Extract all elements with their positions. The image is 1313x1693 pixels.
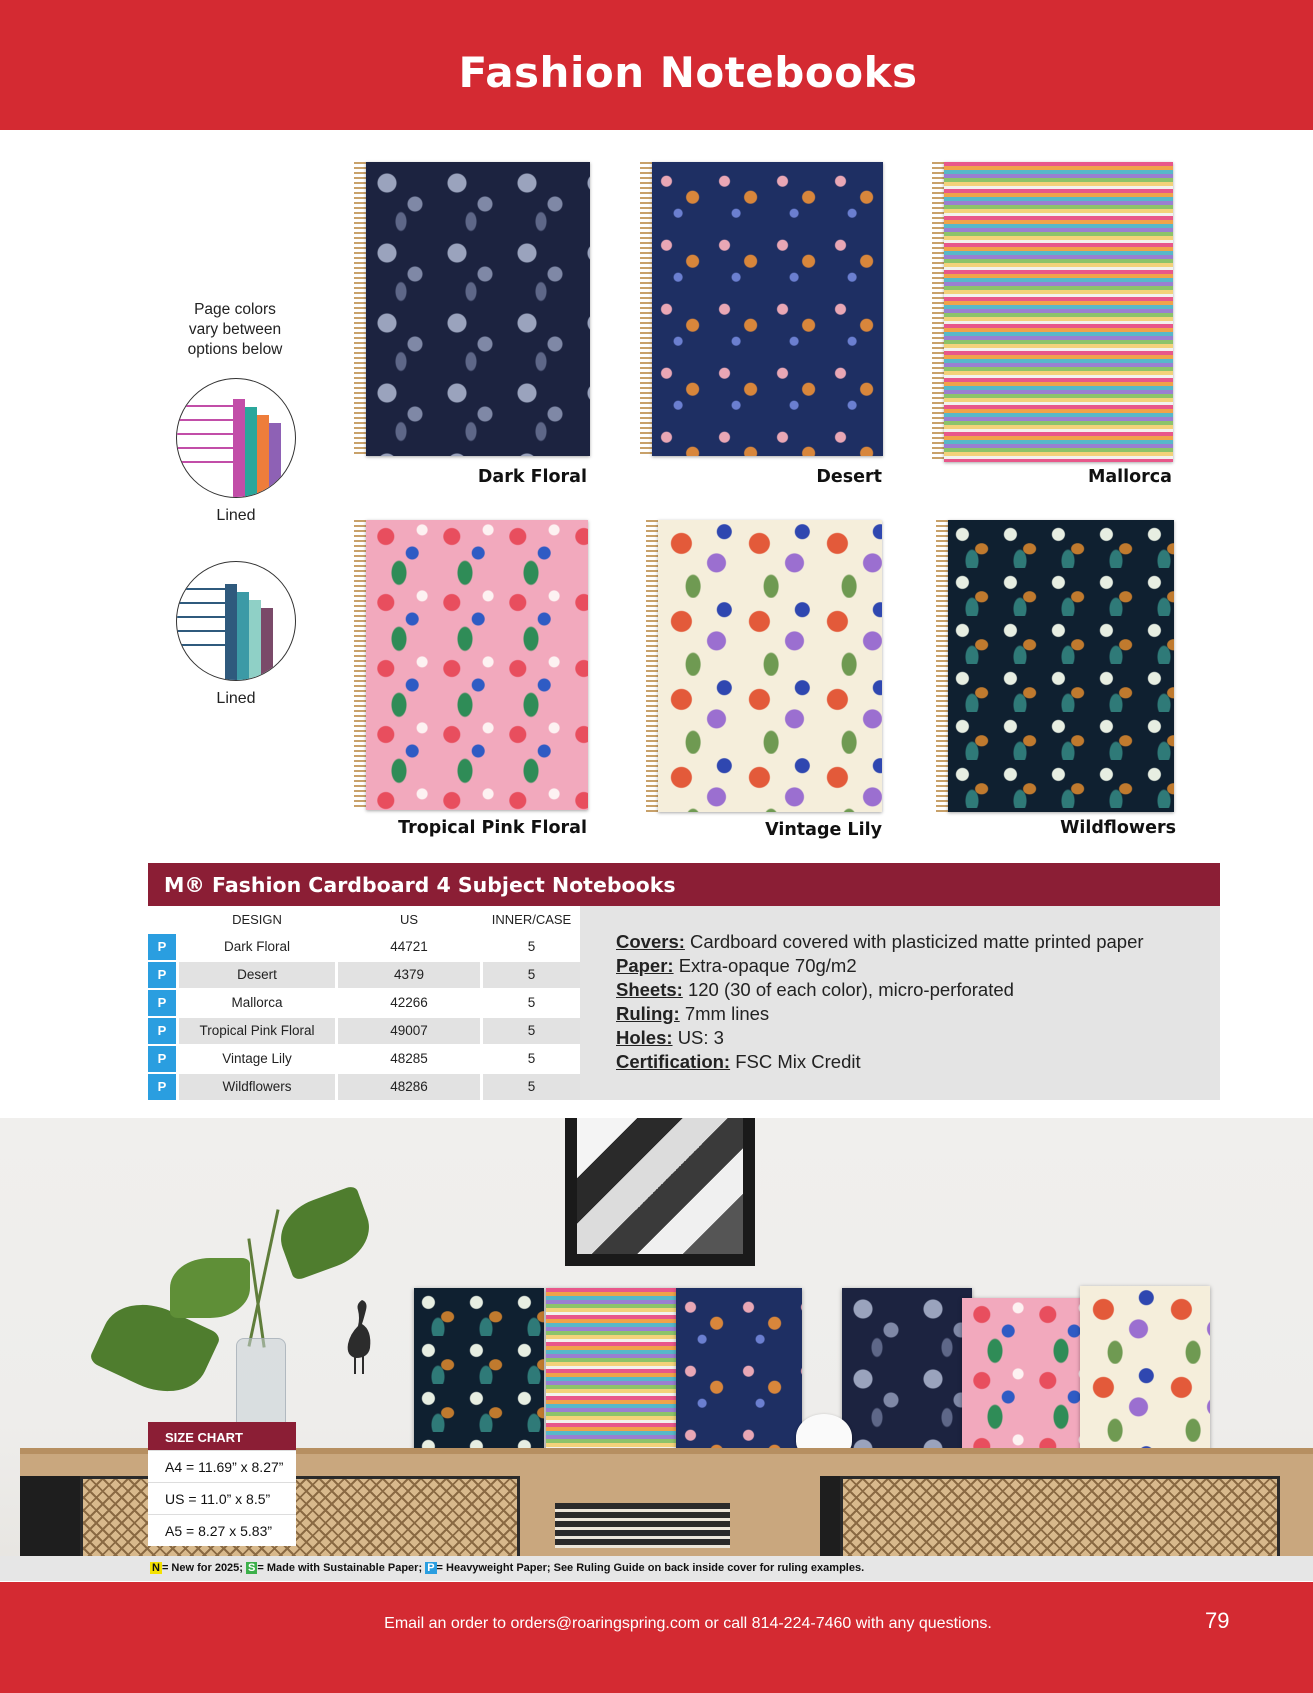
cell-inner-case: 5 bbox=[483, 962, 580, 988]
ruling-line bbox=[177, 616, 231, 618]
notebook-vintage-lily bbox=[646, 520, 882, 812]
cell-inner-case: 5 bbox=[483, 1074, 580, 1100]
page-color-tab bbox=[233, 399, 245, 497]
page-title: Fashion Notebooks bbox=[458, 48, 918, 97]
page-colors-line: vary between bbox=[188, 321, 282, 338]
cell-us: 44721 bbox=[390, 939, 428, 954]
table-row bbox=[148, 962, 580, 988]
page-color-tab bbox=[237, 592, 249, 680]
design-label: Mallorca bbox=[1087, 467, 1172, 487]
spec-key: Certification: bbox=[616, 1051, 731, 1072]
stacked-books bbox=[555, 1503, 730, 1548]
heavyweight-badge: P bbox=[148, 1074, 176, 1100]
heavyweight-badge: P bbox=[148, 934, 176, 960]
cell-us: 4379 bbox=[338, 962, 480, 988]
photo-notebook bbox=[546, 1288, 676, 1468]
spec-key: Sheets: bbox=[616, 979, 683, 1000]
notebook-dark-floral bbox=[354, 162, 590, 456]
spec-key: Ruling: bbox=[616, 1003, 680, 1024]
page-number: 79 bbox=[1205, 1608, 1230, 1633]
spec-row bbox=[616, 978, 1144, 1002]
wall-art bbox=[577, 1118, 743, 1254]
spec-key: Paper: bbox=[616, 955, 674, 976]
cell-us: 48285 bbox=[390, 1051, 428, 1066]
ruling-line bbox=[177, 433, 241, 435]
notebook-mallorca bbox=[932, 162, 1173, 462]
table-row bbox=[148, 990, 580, 1016]
page-color-tab bbox=[225, 584, 237, 680]
notebook-desert bbox=[640, 162, 883, 456]
heavyweight-badge: P bbox=[148, 990, 176, 1016]
size-chart-row: US = 11.0” x 8.5” bbox=[148, 1482, 296, 1514]
cell-design: Wildflowers bbox=[179, 1074, 335, 1100]
size-chart-row: A5 = 8.27 x 5.83” bbox=[148, 1514, 296, 1546]
ruling-line bbox=[177, 644, 231, 646]
design-label: Dark Floral bbox=[477, 467, 587, 487]
page-colors-note bbox=[170, 300, 300, 360]
page-color-tab bbox=[269, 423, 281, 497]
spec-value: Cardboard covered with plasticized matte printed paper bbox=[690, 931, 1144, 952]
page-color-tab bbox=[249, 600, 261, 680]
ruling-line bbox=[177, 419, 241, 421]
photo-notebook bbox=[842, 1288, 972, 1468]
notebook-wildflowers bbox=[936, 520, 1174, 812]
notebook-cover bbox=[366, 162, 590, 456]
cell-us: 42266 bbox=[390, 995, 428, 1010]
cell-us: 48286 bbox=[338, 1074, 480, 1100]
design-label: Desert bbox=[816, 467, 882, 487]
page-color-tab bbox=[257, 415, 269, 497]
column-header-inner-case: INNER/CASE bbox=[491, 912, 572, 927]
heavyweight-badge: P bbox=[148, 1046, 176, 1072]
ruling-lined-icon bbox=[176, 378, 296, 498]
spec-value: 120 (30 of each color), micro-perforated bbox=[687, 979, 1014, 1000]
spec-value: Extra-opaque 70g/m2 bbox=[678, 955, 857, 976]
cell-design: Dark Floral bbox=[223, 939, 290, 954]
page-footer bbox=[0, 1582, 1313, 1693]
page-color-tab bbox=[245, 407, 257, 497]
spec-row bbox=[616, 1050, 1144, 1074]
cell-inner-case: 5 bbox=[527, 995, 536, 1010]
cell-us: 49007 bbox=[338, 1018, 480, 1044]
photo-notebook bbox=[676, 1288, 802, 1468]
notebook-cover bbox=[652, 162, 883, 456]
table-row bbox=[148, 1074, 580, 1100]
size-chart bbox=[148, 1422, 296, 1546]
cell-design: Tropical Pink Floral bbox=[179, 1018, 335, 1044]
cell-inner-case: 5 bbox=[527, 939, 536, 954]
heavyweight-badge: P bbox=[427, 1562, 435, 1574]
table-row bbox=[148, 1046, 580, 1072]
size-chart-title: SIZE CHART bbox=[148, 1422, 296, 1450]
ruling-label: Lined bbox=[216, 507, 256, 524]
ruling-line bbox=[177, 447, 241, 449]
table-row bbox=[148, 1018, 580, 1044]
spec-row bbox=[616, 1002, 1144, 1026]
plant-leaf bbox=[170, 1258, 250, 1318]
cell-design: Desert bbox=[179, 962, 335, 988]
design-label: Wildflowers bbox=[1060, 818, 1176, 838]
sideboard-panel bbox=[820, 1476, 840, 1556]
column-header-design: DESIGN bbox=[232, 912, 282, 927]
spec-key: Holes: bbox=[616, 1027, 673, 1048]
heavyweight-badge: P bbox=[148, 962, 176, 988]
design-label: Tropical Pink Floral bbox=[398, 818, 587, 838]
cell-inner-case: 5 bbox=[483, 1018, 580, 1044]
legend-footnote bbox=[150, 1562, 864, 1574]
page-color-tab bbox=[261, 608, 273, 680]
photo-notebook bbox=[1080, 1286, 1210, 1466]
notebook-cover bbox=[948, 520, 1174, 812]
cell-inner-case: 5 bbox=[527, 1051, 536, 1066]
photo-notebook bbox=[414, 1288, 544, 1468]
size-chart-row: A4 = 11.69” x 8.27” bbox=[148, 1450, 296, 1482]
heavyweight-legend: = Heavyweight Paper; See Ruling Guide on back inside cover for ruling examples. bbox=[436, 1562, 865, 1574]
spec-row bbox=[616, 1026, 1144, 1050]
spec-key: Covers: bbox=[616, 931, 685, 952]
ruling-label: Lined bbox=[216, 690, 256, 707]
cell-design: Vintage Lily bbox=[222, 1051, 292, 1066]
ruling-lined-icon bbox=[176, 561, 296, 681]
cell-design: Mallorca bbox=[231, 995, 283, 1010]
sustainable-legend: = Made with Sustainable Paper; bbox=[257, 1562, 423, 1574]
wall-art-frame bbox=[565, 1118, 755, 1266]
cane-door bbox=[840, 1476, 1280, 1556]
ruling-line bbox=[177, 602, 231, 604]
sideboard-panel bbox=[20, 1476, 80, 1556]
notebook-tropical-pink-floral bbox=[354, 520, 588, 810]
spec-value: US: 3 bbox=[677, 1027, 724, 1048]
spec-value: FSC Mix Credit bbox=[735, 1051, 861, 1072]
new-badge: N bbox=[152, 1562, 160, 1574]
page-header bbox=[0, 0, 1313, 130]
cane-door bbox=[80, 1476, 520, 1556]
bird-figurine bbox=[340, 1296, 380, 1376]
product-title: M® Fashion Cardboard 4 Subject Notebooks bbox=[164, 873, 676, 897]
plant-leaf bbox=[271, 1185, 380, 1282]
spec-value: 7mm lines bbox=[684, 1003, 770, 1024]
ruling-line bbox=[177, 588, 231, 590]
contact-info: Email an order to orders@roaringspring.com or call 814-224-7460 with any questions. bbox=[384, 1615, 992, 1632]
page-colors-line: options below bbox=[187, 341, 283, 358]
ruling-line bbox=[177, 461, 241, 463]
product-specs bbox=[616, 930, 1144, 1074]
spec-row bbox=[616, 930, 1144, 954]
ruling-line bbox=[177, 630, 231, 632]
notebook-cover bbox=[944, 162, 1173, 462]
column-header-us: US bbox=[399, 912, 419, 927]
sustainable-badge: S bbox=[248, 1562, 256, 1574]
spec-row bbox=[616, 954, 1144, 978]
notebook-cover bbox=[658, 520, 882, 812]
notebook-cover bbox=[366, 520, 588, 810]
ruling-line bbox=[177, 405, 241, 407]
design-label: Vintage Lily bbox=[765, 820, 882, 840]
page-colors-line: Page colors bbox=[194, 301, 276, 318]
table-row bbox=[148, 934, 580, 960]
heavyweight-badge: P bbox=[148, 1018, 176, 1044]
product-title-bar bbox=[148, 863, 1220, 906]
new-legend: = New for 2025; bbox=[161, 1562, 243, 1574]
